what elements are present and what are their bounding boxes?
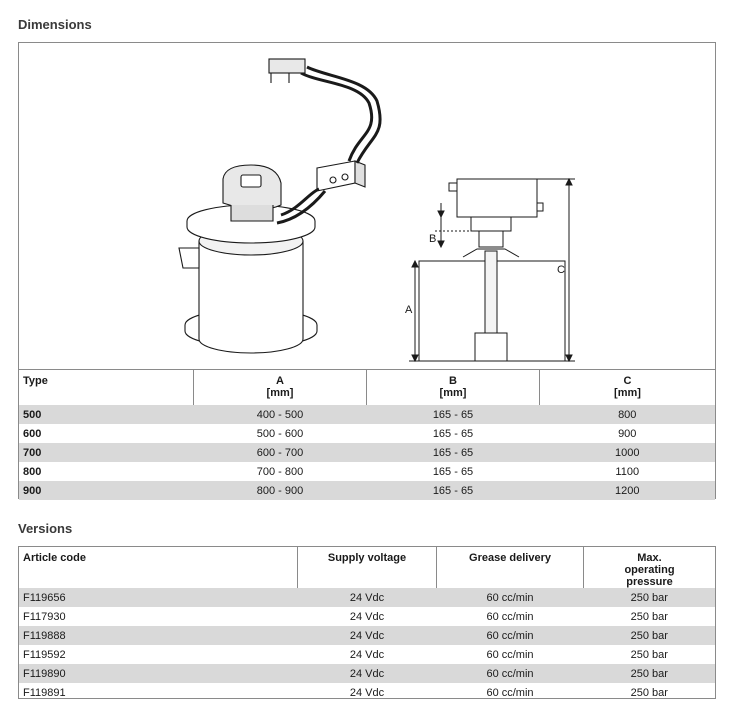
col-type: Type bbox=[19, 370, 194, 406]
table-row: F119888 24 Vdc 60 cc/min 250 bar bbox=[19, 626, 715, 645]
versions-heading: Versions bbox=[18, 521, 73, 536]
table-row: 800 700 - 800 165 - 65 1100 bbox=[23, 465, 640, 478]
label-a: A bbox=[405, 304, 413, 316]
versions-table bbox=[19, 547, 715, 702]
col-max-pressure: Max. operating pressure bbox=[584, 547, 716, 588]
col-b: B [mm] bbox=[367, 370, 540, 406]
col-c: C [mm] bbox=[540, 370, 716, 406]
table-row: F119890 24 Vdc 60 cc/min 250 bar bbox=[19, 664, 715, 683]
pump-illustration bbox=[179, 59, 380, 353]
table-row: 700 600 - 700 165 - 65 1000 bbox=[19, 443, 715, 462]
dimensions-panel bbox=[18, 42, 716, 499]
col-grease-delivery: Grease delivery bbox=[437, 547, 584, 588]
versions-header-row bbox=[19, 547, 715, 588]
label-c: C bbox=[557, 264, 565, 276]
label-b: B bbox=[429, 233, 437, 245]
table-row: 500 400 - 500 165 - 65 800 bbox=[19, 405, 715, 424]
dimensions-header-row bbox=[19, 370, 715, 406]
versions-panel bbox=[18, 546, 716, 699]
table-row: F119656 24 Vdc 60 cc/min 250 bar bbox=[19, 588, 715, 607]
table-row: F117930 24 Vdc 60 cc/min 250 bar bbox=[23, 610, 668, 623]
dimensions-heading: Dimensions bbox=[18, 17, 92, 32]
pump-diagram bbox=[19, 43, 715, 369]
col-supply-voltage: Supply voltage bbox=[298, 547, 437, 588]
table-row: F119891 24 Vdc 60 cc/min 250 bar bbox=[23, 686, 668, 699]
col-a: A [mm] bbox=[194, 370, 367, 406]
table-row: F119592 24 Vdc 60 cc/min 250 bar bbox=[23, 648, 668, 661]
col-article-code: Article code bbox=[23, 552, 86, 564]
dimensions-table bbox=[19, 369, 715, 500]
pump-cross-section bbox=[409, 179, 575, 361]
table-row: 600 500 - 600 165 - 65 900 bbox=[23, 427, 637, 440]
table-row: 900 800 - 900 165 - 65 1200 bbox=[19, 481, 715, 500]
